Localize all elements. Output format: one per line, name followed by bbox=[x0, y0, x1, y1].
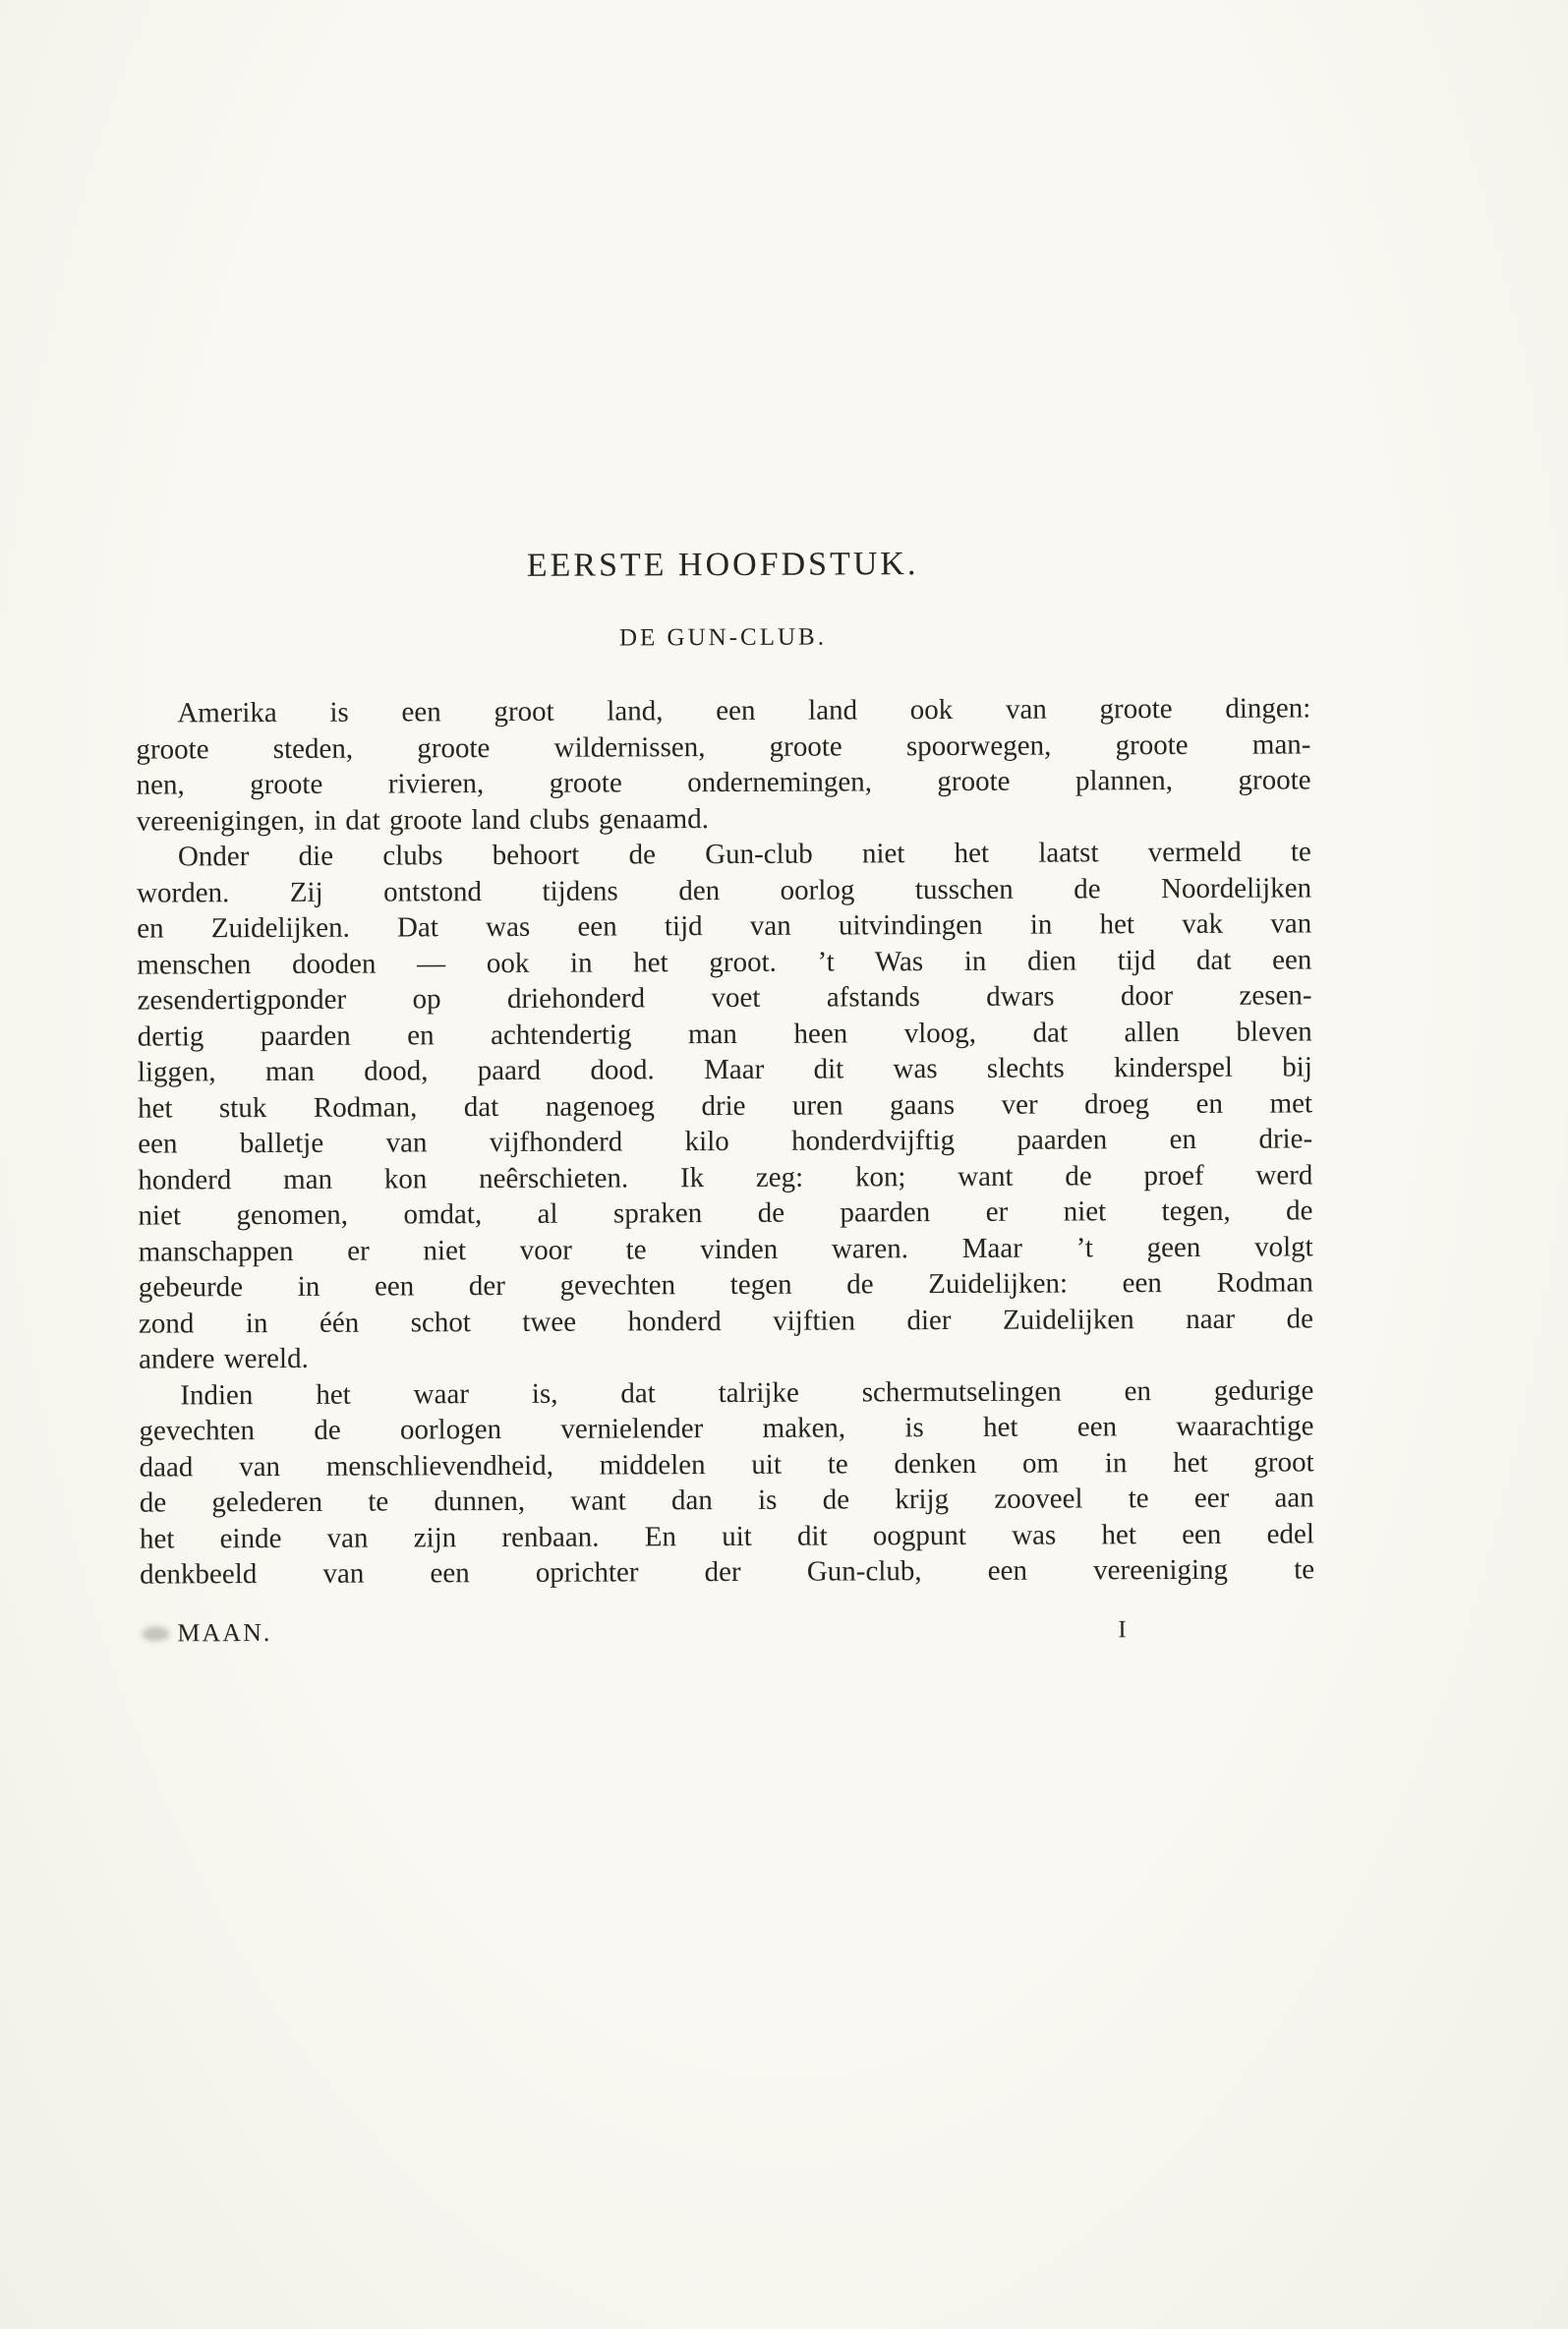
text-line: dertig paarden en achtendertig man heen vloog, dat allen bleven bbox=[137, 1015, 1312, 1053]
signature-mark bbox=[177, 1618, 271, 1647]
text-line: gevechten de oorlogen vernielender maken, is het een waarachtige bbox=[139, 1410, 1314, 1447]
text-line: daad van menschlievendheid, middelen uit te denken om in het groot bbox=[139, 1445, 1314, 1484]
text-line: liggen, man dood, paard dood. Maar dit was slechts kinderspel bij bbox=[137, 1051, 1312, 1088]
text-line: denkbeeld van een oprichter der Gun-club, een vereeniging te bbox=[140, 1553, 1315, 1591]
text-line: zesendertigponder op driehonderd voet afstands dwars door zesen- bbox=[137, 979, 1312, 1017]
text-line: menschen dooden — ook in het groot. ’t Was in dien tijd dat een bbox=[137, 943, 1312, 981]
text-line: de gelederen te dunnen, want dan is de krijg zooveel te eer aan bbox=[139, 1482, 1314, 1519]
text-line: andere wereld. bbox=[139, 1342, 309, 1375]
text-line: gebeurde in een der gevechten tegen de Zuidelijken: een Rodman bbox=[138, 1266, 1313, 1304]
text-line: het einde van zijn renbaan. En uit dit oogpunt was het een edel bbox=[139, 1517, 1315, 1555]
text-line: worden. Zij ontstond tijdens den oorlog tusschen de Noordelijken bbox=[137, 871, 1312, 909]
text-line: een balletje van vijfhonderd kilo honderdvijftig paarden en drie- bbox=[138, 1123, 1313, 1160]
text-line: niet genomen, omdat, al spraken de paarden er niet tegen, de bbox=[138, 1194, 1313, 1232]
text-block bbox=[136, 541, 1315, 1658]
page-number: I bbox=[1118, 1615, 1128, 1643]
text-line: vereenigingen, in dat groote land clubs genaamd. bbox=[136, 802, 709, 838]
text-line: manschappen er niet voor te vinden waren. Maar ’t geen volgt bbox=[138, 1230, 1313, 1268]
text-line: Indien het waar is, dat talrijke schermutselingen en gedurige bbox=[180, 1373, 1314, 1411]
chapter-heading: EERSTE HOOFDSTUK. bbox=[526, 546, 919, 584]
page-footer bbox=[140, 1613, 1314, 1658]
ink-smudge bbox=[142, 1626, 169, 1641]
text-line: het stuk Rodman, dat nagenoeg drie uren gaans ver droeg en met bbox=[137, 1086, 1313, 1125]
text-line: Amerika is een groot land, een land ook van groote dingen: bbox=[177, 692, 1311, 729]
text-line: groote steden, groote wildernissen, groote spoorwegen, groote man- bbox=[136, 728, 1311, 766]
text-line: en Zuidelijken. Dat was een tijd van uitvindingen in het vak van bbox=[137, 907, 1312, 945]
section-title: DE GUN-CLUB. bbox=[618, 623, 828, 652]
text-line: nen, groote rivieren, groote ondernemingen, groote plannen, groote bbox=[136, 764, 1311, 801]
body-text bbox=[136, 690, 1314, 1593]
text-line: zond in één schot twee honderd vijftien dier Zuidelijken naar de bbox=[138, 1302, 1314, 1340]
text-line: Onder die clubs behoort de Gun-club niet het laatst vermeld te bbox=[177, 836, 1311, 873]
signature-text: MAAN. bbox=[177, 1617, 272, 1647]
text-line: honderd man kon neêrschieten. Ik zeg: kon; want de proef werd bbox=[138, 1158, 1313, 1196]
